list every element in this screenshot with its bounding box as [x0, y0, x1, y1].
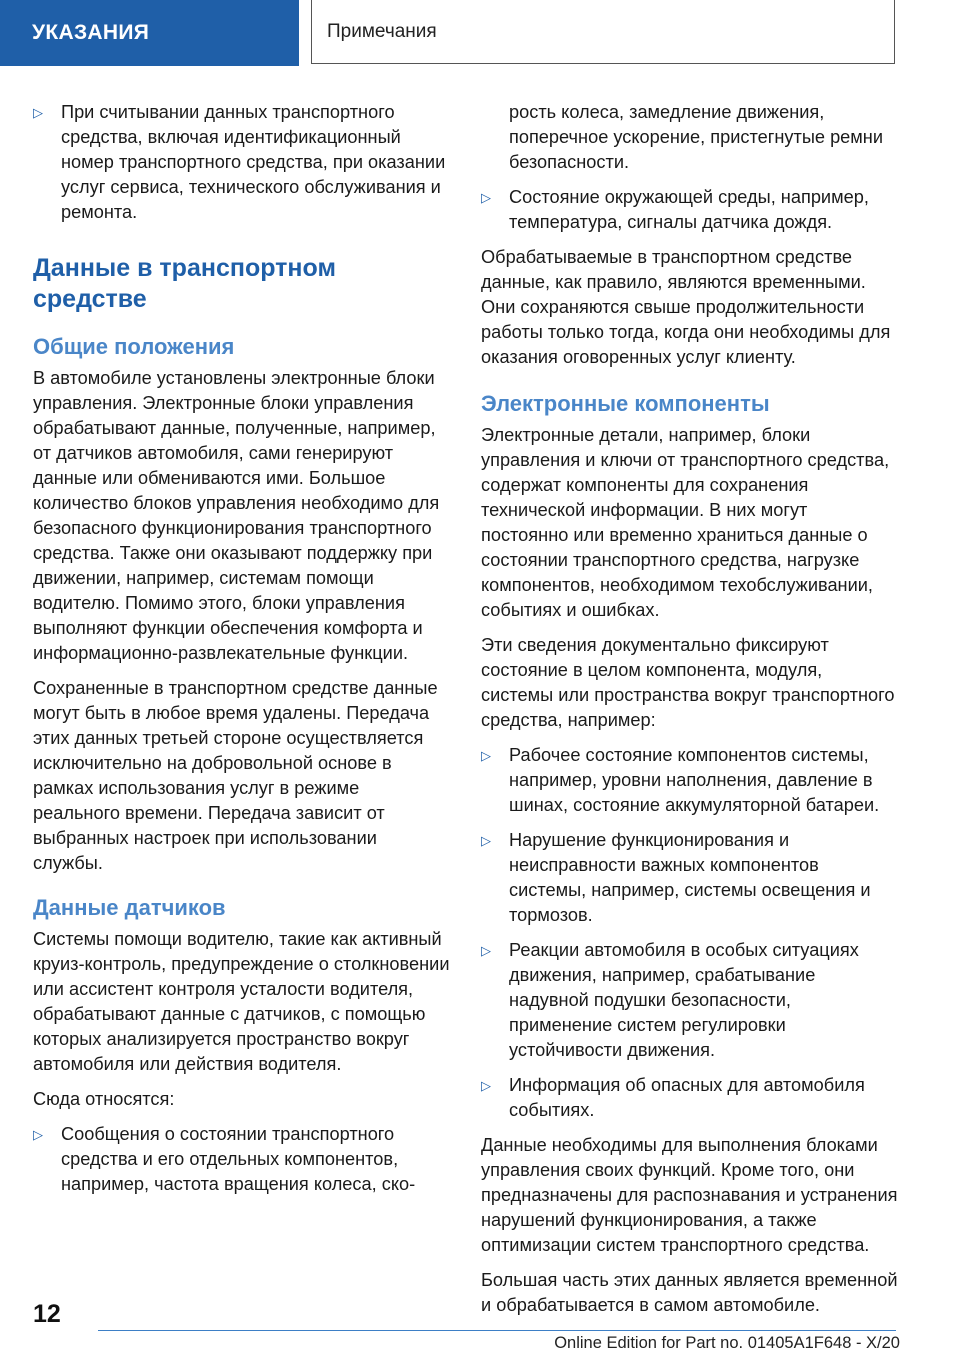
triangle-bullet-icon: ▷	[481, 748, 491, 763]
list-item-text: Реакции автомобиля в особых ситуациях движения, например, срабатывание надувной подушки безопасности, применение систем регулировки устойчивости движения.	[509, 940, 859, 1060]
subsection-title: Примечания	[311, 0, 895, 64]
bullet-list	[481, 100, 899, 235]
heading-electronic-components: Электронные компоненты	[481, 391, 770, 416]
list-item-text: Нарушение функционирования и неисправности важных компонентов системы, например, системы освещения и тормозов.	[509, 830, 871, 925]
paragraph: Большая часть этих данных является временной и обрабатывается в самом автомобиле.	[481, 1270, 898, 1315]
list-item-continued	[481, 100, 899, 175]
list-item-text: Рабочее состояние компонентов системы, например, уровни наполнения, давление в шинах, состояние аккумуляторной батареи.	[509, 745, 880, 815]
list-item-text: Информация об опасных для автомобиля событиях.	[509, 1075, 865, 1120]
list-item	[481, 743, 899, 818]
section-tab: УКАЗАНИЯ	[0, 0, 299, 66]
triangle-bullet-icon: ▷	[481, 190, 491, 205]
paragraph: В автомобиле установлены электронные блоки управления. Электронные блоки управления обрабатывают данные, полученные, например, от датчиков автомобиля, сами генерируют данные или обмениваются ими. Большое количество блоков управления необходимо для безопасного функционирования транспортного средства. Также они оказывают поддержку при движении, например, системам помощи водителю. Помимо этого, блоки управления выполняют функции обеспечения комфорта и информационно-развлекательные функции.	[33, 368, 440, 663]
list-item-text: Сообщения о состоянии транспортного средства и его отдельных компонентов, например, частота вращения колеса, ско-	[61, 1124, 416, 1194]
right-column	[481, 100, 899, 1328]
paragraph: Электронные детали, например, блоки управления и ключи от транспортного средства, содержат компоненты для сохранения технической информации. В них могут постоянно или временно храниться данные о состоянии транспортного средства, нагрузке компонентов, необходимом техобслуживании, событиях и ошибках.	[481, 425, 890, 620]
list-item	[481, 938, 899, 1063]
list-item-text: рость колеса, замедление движения, поперечное ускорение, пристегнутые ремни безопасности.	[509, 102, 884, 172]
triangle-bullet-icon: ▷	[481, 943, 491, 958]
page-number: 12	[33, 1300, 61, 1328]
heading-general: Общие положения	[33, 334, 235, 359]
left-column	[33, 100, 451, 1207]
heading-vehicle-data: Данные в транспортном средстве	[33, 254, 336, 313]
paragraph: Сюда относятся:	[33, 1089, 175, 1109]
triangle-bullet-icon: ▷	[481, 833, 491, 848]
list-item	[33, 100, 451, 225]
list-item-text: При считывании данных транспортного средства, включая идентификационный номер транспортного средства, при оказании услуг сервиса, технического обслуживания и ремонта.	[61, 102, 446, 222]
list-item	[481, 185, 899, 235]
bullet-list	[33, 100, 451, 225]
triangle-bullet-icon: ▷	[33, 105, 43, 120]
paragraph: Системы помощи водителю, такие как активный круиз-контроль, предупреждение о столкновении или ассистент контроля усталости водителя, обрабатывают данные с датчиков, с помощью которых анализируется пространство вокруг автомобиля или действия водителя.	[33, 929, 450, 1074]
list-item-text: Состояние окружающей среды, например, температура, сигналы датчика дождя.	[509, 187, 869, 232]
paragraph: Сохраненные в транспортном средстве данные могут быть в любое время удалены. Передача этих данных третьей стороне осуществляется исключительно на добровольной основе в рамках использования услуг в режиме реального времени. Передача зависит от выбранных настроек при использовании службы.	[33, 678, 438, 873]
paragraph: Эти сведения документально фиксируют состояние в целом компонента, модуля, системы или пространства вокруг транспортного средства, например:	[481, 635, 895, 730]
page-header	[0, 0, 960, 66]
heading-sensor-data: Данные датчиков	[33, 895, 226, 920]
footer-edition: Online Edition for Part no. 01405A1F648 - X/20	[554, 1334, 900, 1352]
triangle-bullet-icon: ▷	[481, 1078, 491, 1093]
footer-divider	[98, 1330, 896, 1331]
paragraph: Обрабатываемые в транспортном средстве данные, как правило, являются временными. Они сохраняются свыше продолжительности работы только тогда, когда они необходимы для оказания оговоренных услуг клиенту.	[481, 247, 891, 367]
list-item	[481, 828, 899, 928]
paragraph: Данные необходимы для выполнения блоками управления своих функций. Кроме того, они предназначены для распознавания и устранения нарушений функционирования, а также оптимизации систем транспортного средства.	[481, 1135, 898, 1255]
bullet-list	[33, 1122, 451, 1197]
list-item	[33, 1122, 451, 1197]
triangle-bullet-icon: ▷	[33, 1127, 43, 1142]
list-item	[481, 1073, 899, 1123]
bullet-list	[481, 743, 899, 1123]
